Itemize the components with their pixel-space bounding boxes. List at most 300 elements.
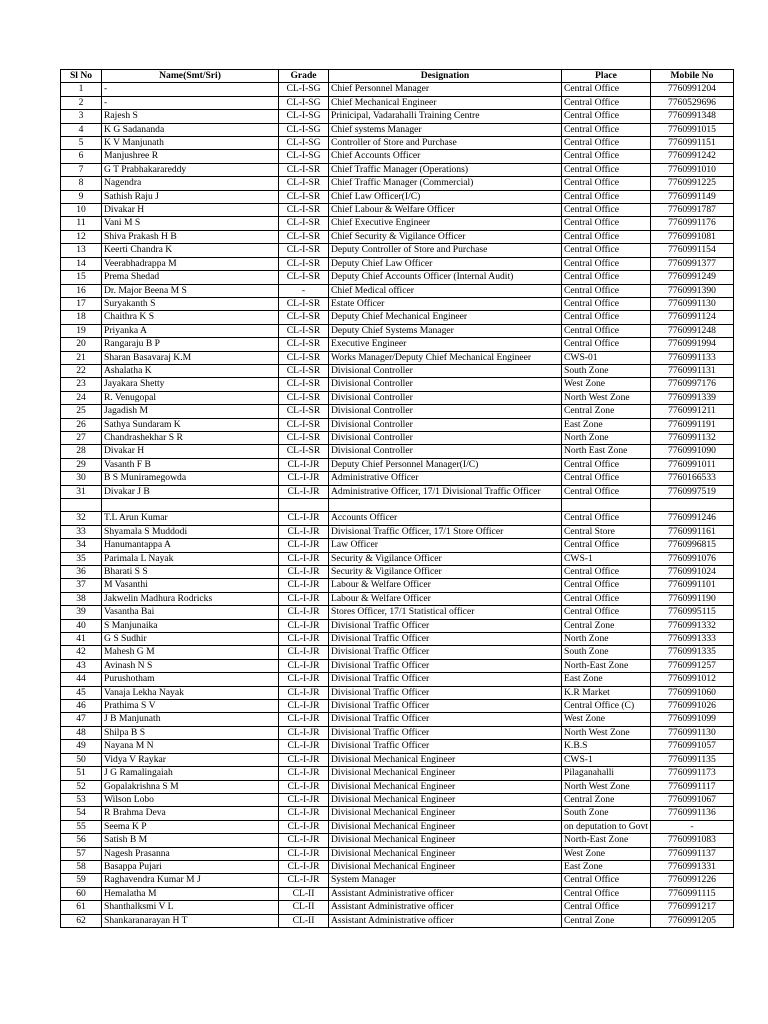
cell-mobile-no: 7760991246 <box>650 512 733 525</box>
cell-place: Central Office <box>562 177 651 190</box>
cell-name: Satish B M <box>102 834 279 847</box>
cell-grade: CL-I-JR <box>279 807 329 820</box>
cell-grade: CL-I-JR <box>279 579 329 592</box>
table-row <box>61 230 734 243</box>
cell-name: Purushotham <box>102 673 279 686</box>
cell-name: Divakar J B <box>102 485 279 498</box>
cell-mobile-no: 7760991248 <box>650 324 733 337</box>
cell-grade: CL-I-SR <box>279 431 329 444</box>
cell-place: Central Office <box>562 163 651 176</box>
cell-grade: CL-I-JR <box>279 780 329 793</box>
cell-place: Central Office <box>562 324 651 337</box>
cell-place: West Zone <box>562 713 651 726</box>
cell-mobile-no: 7760991339 <box>650 391 733 404</box>
table-row <box>61 445 734 458</box>
cell-sl-no: 37 <box>61 579 102 592</box>
cell-designation: Divisional Controller <box>329 405 562 418</box>
cell-name: B S Muniramegowda <box>102 472 279 485</box>
table-row <box>61 807 734 820</box>
cell-grade: CL-I-JR <box>279 793 329 806</box>
cell-name: Jakwelin Madhura Rodricks <box>102 592 279 605</box>
cell-name: Shilpa B S <box>102 726 279 739</box>
officers-table <box>60 69 734 928</box>
table-row <box>61 512 734 525</box>
cell-designation: Chief Accounts Officer <box>329 150 562 163</box>
cell-place: North Zone <box>562 431 651 444</box>
cell-mobile-no: 7760991205 <box>650 914 733 927</box>
cell-designation: Divisional Traffic Officer <box>329 659 562 672</box>
cell-mobile-no: 7760991390 <box>650 284 733 297</box>
table-row <box>61 190 734 203</box>
cell-designation: Chief Law Officer(I/C) <box>329 190 562 203</box>
cell-place: Central Office <box>562 485 651 498</box>
cell-place: Pilaganahalli <box>562 767 651 780</box>
cell-grade: CL-I-SR <box>279 418 329 431</box>
cell-grade: CL-I-JR <box>279 458 329 471</box>
cell-name: Jagadish M <box>102 405 279 418</box>
cell-name: Vanaja Lekha Nayak <box>102 686 279 699</box>
cell-grade: CL-I-JR <box>279 847 329 860</box>
table-row <box>61 566 734 579</box>
cell-mobile-no: 7760991137 <box>650 847 733 860</box>
cell-place: Central Office <box>562 284 651 297</box>
cell-mobile-no: 7760991011 <box>650 458 733 471</box>
table-body <box>61 83 734 928</box>
cell-mobile-no: 7760991133 <box>650 351 733 364</box>
cell-designation: Security & Vigilance Officer <box>329 552 562 565</box>
cell-name: Hanumantappa A <box>102 539 279 552</box>
table-row <box>61 592 734 605</box>
cell-name: Suryakanth S <box>102 297 279 310</box>
cell-mobile-no: 7760991010 <box>650 163 733 176</box>
table-row <box>61 753 734 766</box>
cell-mobile-no: 7760166533 <box>650 472 733 485</box>
cell-name: Raghavendra Kumar M J <box>102 874 279 887</box>
cell-place: Central Office <box>562 458 651 471</box>
cell-designation: Divisional Controller <box>329 391 562 404</box>
cell-grade: CL-I-SR <box>279 311 329 324</box>
cell-grade: CL-II <box>279 914 329 927</box>
cell-grade: CL-I-JR <box>279 552 329 565</box>
cell-place: North Zone <box>562 633 651 646</box>
table-row <box>61 217 734 230</box>
cell-sl-no: 5 <box>61 137 102 150</box>
cell-mobile-no: 7760997176 <box>650 378 733 391</box>
cell-sl-no: 53 <box>61 793 102 806</box>
cell-sl-no: 16 <box>61 284 102 297</box>
cell-sl-no: 3 <box>61 110 102 123</box>
cell-sl-no: 59 <box>61 874 102 887</box>
cell-grade: CL-I-SR <box>279 364 329 377</box>
cell-name: Parimala L Nayak <box>102 552 279 565</box>
cell-sl-no: 12 <box>61 230 102 243</box>
cell-sl-no: 19 <box>61 324 102 337</box>
cell-name: R. Venugopal <box>102 391 279 404</box>
cell-designation: Deputy Chief Law Officer <box>329 257 562 270</box>
cell-sl-no: 56 <box>61 834 102 847</box>
cell-designation: Divisional Mechanical Engineer <box>329 807 562 820</box>
cell-sl-no: 14 <box>61 257 102 270</box>
cell-mobile-no: 7760991161 <box>650 525 733 538</box>
cell-sl-no: 55 <box>61 820 102 833</box>
cell-designation: Chief Medical officer <box>329 284 562 297</box>
cell-designation: Chief Mechanical Engineer <box>329 96 562 109</box>
cell-place: Central Office <box>562 311 651 324</box>
cell-sl-no: 2 <box>61 96 102 109</box>
cell-grade: CL-I-JR <box>279 485 329 498</box>
cell-mobile-no: 7760991348 <box>650 110 733 123</box>
cell-name: Nayana M N <box>102 740 279 753</box>
cell-grade: CL-I-JR <box>279 539 329 552</box>
cell-place: Central Office <box>562 271 651 284</box>
cell-name: Hemalatha M <box>102 887 279 900</box>
table-row <box>61 150 734 163</box>
cell-grade: CL-I-JR <box>279 659 329 672</box>
cell-name: Ashalatha K <box>102 364 279 377</box>
cell-sl-no: 46 <box>61 700 102 713</box>
cell-designation: Chief Traffic Manager (Operations) <box>329 163 562 176</box>
cell-designation: Prinicipal, Vadarahalli Training Centre <box>329 110 562 123</box>
cell-designation: Divisional Controller <box>329 364 562 377</box>
blank-cell <box>329 499 562 512</box>
cell-sl-no: 11 <box>61 217 102 230</box>
cell-designation: Divisional Traffic Officer <box>329 740 562 753</box>
cell-designation: Assistant Administrative officer <box>329 887 562 900</box>
blank-cell <box>650 499 733 512</box>
table-row <box>61 887 734 900</box>
cell-grade: CL-I-JR <box>279 592 329 605</box>
cell-designation: Stores Officer, 17/1 Statistical officer <box>329 606 562 619</box>
cell-designation: Divisional Traffic Officer <box>329 700 562 713</box>
cell-name: Vidya V Raykar <box>102 753 279 766</box>
cell-place: North-East Zone <box>562 834 651 847</box>
cell-grade: CL-I-JR <box>279 673 329 686</box>
cell-sl-no: 27 <box>61 431 102 444</box>
cell-place: Central Zone <box>562 619 651 632</box>
cell-sl-no: 10 <box>61 204 102 217</box>
table-row <box>61 914 734 927</box>
cell-mobile-no: 7760991226 <box>650 874 733 887</box>
cell-grade: CL-I-SR <box>279 405 329 418</box>
cell-sl-no: 60 <box>61 887 102 900</box>
cell-name: Rangaraju B P <box>102 338 279 351</box>
cell-name: Mahesh G M <box>102 646 279 659</box>
table-row <box>61 820 734 833</box>
cell-sl-no: 45 <box>61 686 102 699</box>
cell-sl-no: 25 <box>61 405 102 418</box>
cell-mobile-no: 7760991154 <box>650 244 733 257</box>
cell-designation: Divisional Traffic Officer <box>329 673 562 686</box>
cell-place: Central Office <box>562 539 651 552</box>
cell-name: Chandrashekhar S R <box>102 431 279 444</box>
cell-sl-no: 36 <box>61 566 102 579</box>
blank-cell <box>102 499 279 512</box>
cell-grade: CL-I-SR <box>279 351 329 364</box>
table-row <box>61 338 734 351</box>
cell-name: Nagendra <box>102 177 279 190</box>
header-mobile-no: Mobile No <box>650 70 733 83</box>
table-row <box>61 860 734 873</box>
cell-name: T.L Arun Kumar <box>102 512 279 525</box>
cell-sl-no: 30 <box>61 472 102 485</box>
cell-grade: CL-I-SR <box>279 378 329 391</box>
cell-mobile-no: 7760991136 <box>650 807 733 820</box>
cell-designation: Law Officer <box>329 539 562 552</box>
cell-sl-no: 42 <box>61 646 102 659</box>
cell-sl-no: 1 <box>61 83 102 96</box>
cell-place: Central Office <box>562 901 651 914</box>
cell-sl-no: 43 <box>61 659 102 672</box>
cell-name: Sathya Sundaram K <box>102 418 279 431</box>
cell-name: Vasanth F B <box>102 458 279 471</box>
cell-designation: Divisional Traffic Officer <box>329 619 562 632</box>
table-row <box>61 137 734 150</box>
header-grade: Grade <box>279 70 329 83</box>
cell-place: Central Office (C) <box>562 700 651 713</box>
cell-designation: Executive Engineer <box>329 338 562 351</box>
cell-grade: CL-I-JR <box>279 512 329 525</box>
cell-sl-no: 62 <box>61 914 102 927</box>
cell-name: Vani M S <box>102 217 279 230</box>
cell-mobile-no: 7760991067 <box>650 793 733 806</box>
table-row <box>61 458 734 471</box>
cell-sl-no: 57 <box>61 847 102 860</box>
cell-place: Central Office <box>562 472 651 485</box>
cell-name: M Vasanthi <box>102 579 279 592</box>
cell-name: Chaithra K S <box>102 311 279 324</box>
cell-grade: CL-I-SR <box>279 297 329 310</box>
cell-mobile-no: 7760991131 <box>650 364 733 377</box>
cell-designation: Divisional Mechanical Engineer <box>329 820 562 833</box>
cell-sl-no: 13 <box>61 244 102 257</box>
cell-name: Dr. Major Beena M S <box>102 284 279 297</box>
cell-name: Divakar H <box>102 204 279 217</box>
cell-name: Avinash N S <box>102 659 279 672</box>
cell-sl-no: 38 <box>61 592 102 605</box>
cell-name: J G Ramalingaiah <box>102 767 279 780</box>
cell-mobile-no: 7760991149 <box>650 190 733 203</box>
cell-sl-no: 15 <box>61 271 102 284</box>
cell-place: Central Zone <box>562 405 651 418</box>
cell-sl-no: 29 <box>61 458 102 471</box>
cell-mobile-no: 7760991101 <box>650 579 733 592</box>
cell-sl-no: 21 <box>61 351 102 364</box>
cell-grade: CL-I-JR <box>279 633 329 646</box>
cell-mobile-no: 7760991217 <box>650 901 733 914</box>
table-row <box>61 83 734 96</box>
cell-mobile-no: 7760991994 <box>650 338 733 351</box>
cell-place: Central Office <box>562 110 651 123</box>
cell-grade: CL-II <box>279 887 329 900</box>
cell-grade: CL-I-JR <box>279 472 329 485</box>
cell-name: Shanthalksmi V L <box>102 901 279 914</box>
cell-designation: Estate Officer <box>329 297 562 310</box>
cell-place: CWS-01 <box>562 351 651 364</box>
cell-grade: CL-I-JR <box>279 566 329 579</box>
cell-place: North West Zone <box>562 780 651 793</box>
table-row <box>61 619 734 632</box>
cell-sl-no: 32 <box>61 512 102 525</box>
table-row <box>61 646 734 659</box>
cell-grade: CL-I-SG <box>279 150 329 163</box>
cell-mobile-no: 7760991257 <box>650 659 733 672</box>
cell-mobile-no: 7760995115 <box>650 606 733 619</box>
cell-place: K.B.S <box>562 740 651 753</box>
cell-grade: CL-I-JR <box>279 686 329 699</box>
cell-sl-no: 33 <box>61 525 102 538</box>
cell-place: Central Office <box>562 83 651 96</box>
cell-designation: Divisional Controller <box>329 378 562 391</box>
cell-grade: CL-I-SR <box>279 230 329 243</box>
cell-designation: Controller of Store and Purchase <box>329 137 562 150</box>
cell-place: Central Office <box>562 874 651 887</box>
cell-sl-no: 6 <box>61 150 102 163</box>
blank-cell <box>279 499 329 512</box>
cell-place: South Zone <box>562 646 651 659</box>
cell-place: Central Office <box>562 579 651 592</box>
cell-mobile-no: 7760991335 <box>650 646 733 659</box>
cell-mobile-no: 7760991331 <box>650 860 733 873</box>
cell-name: - <box>102 83 279 96</box>
cell-grade: CL-I-SR <box>279 204 329 217</box>
cell-name: G S Sudhir <box>102 633 279 646</box>
cell-place: Central Office <box>562 512 651 525</box>
table-row <box>61 311 734 324</box>
cell-mobile-no: 7760991173 <box>650 767 733 780</box>
cell-place: Central Store <box>562 525 651 538</box>
table-row <box>61 834 734 847</box>
cell-sl-no: 20 <box>61 338 102 351</box>
cell-designation: Chief systems Manager <box>329 123 562 136</box>
cell-sl-no: 48 <box>61 726 102 739</box>
table-row <box>61 713 734 726</box>
cell-sl-no: 28 <box>61 445 102 458</box>
cell-sl-no: 49 <box>61 740 102 753</box>
header-sl-no: Sl No <box>61 70 102 83</box>
blank-row <box>61 499 734 512</box>
table-row <box>61 633 734 646</box>
cell-sl-no: 41 <box>61 633 102 646</box>
cell-designation: Labour & Welfare Officer <box>329 592 562 605</box>
cell-designation: Divisional Traffic Officer <box>329 686 562 699</box>
cell-mobile-no: 7760991081 <box>650 230 733 243</box>
cell-place: South Zone <box>562 364 651 377</box>
cell-mobile-no: 7760991377 <box>650 257 733 270</box>
cell-mobile-no: 7760991115 <box>650 887 733 900</box>
cell-mobile-no: 7760996815 <box>650 539 733 552</box>
cell-mobile-no: 7760991060 <box>650 686 733 699</box>
cell-name: Bharati S S <box>102 566 279 579</box>
cell-name: Sharan Basavaraj K.M <box>102 351 279 364</box>
cell-place: East Zone <box>562 673 651 686</box>
table-row <box>61 874 734 887</box>
table-row <box>61 110 734 123</box>
cell-name: Vasantha Bai <box>102 606 279 619</box>
cell-place: Central Office <box>562 592 651 605</box>
cell-place: Central Zone <box>562 914 651 927</box>
table-row <box>61 606 734 619</box>
cell-grade: CL-I-JR <box>279 646 329 659</box>
cell-place: Central Office <box>562 190 651 203</box>
table-row <box>61 740 734 753</box>
cell-mobile-no: 7760997519 <box>650 485 733 498</box>
cell-place: Central Office <box>562 244 651 257</box>
table-row <box>61 96 734 109</box>
header-designation: Designation <box>329 70 562 83</box>
cell-sl-no: 39 <box>61 606 102 619</box>
cell-name: Gopalakrishna S M <box>102 780 279 793</box>
cell-grade: CL-I-SG <box>279 96 329 109</box>
table-row <box>61 659 734 672</box>
cell-sl-no: 35 <box>61 552 102 565</box>
cell-name: R Brahma Deva <box>102 807 279 820</box>
cell-mobile-no: 7760991135 <box>650 753 733 766</box>
cell-mobile-no: 7760991130 <box>650 297 733 310</box>
cell-name: Rajesh S <box>102 110 279 123</box>
cell-grade: CL-I-SG <box>279 110 329 123</box>
cell-sl-no: 31 <box>61 485 102 498</box>
table-row <box>61 163 734 176</box>
cell-grade: CL-I-JR <box>279 767 329 780</box>
cell-name: K V Manjunath <box>102 137 279 150</box>
cell-sl-no: 17 <box>61 297 102 310</box>
table-row <box>61 284 734 297</box>
table-row <box>61 405 734 418</box>
cell-name: Sathish Raju J <box>102 190 279 203</box>
cell-name: Prema Shedad <box>102 271 279 284</box>
table-row <box>61 686 734 699</box>
table-row <box>61 204 734 217</box>
cell-designation: Deputy Chief Accounts Officer (Internal Audit) <box>329 271 562 284</box>
table-row <box>61 700 734 713</box>
header-row <box>61 70 734 83</box>
cell-grade: CL-I-JR <box>279 726 329 739</box>
cell-name: G T Prabhakarareddy <box>102 163 279 176</box>
cell-name: Shyamala S Muddodi <box>102 525 279 538</box>
cell-sl-no: 23 <box>61 378 102 391</box>
table-row <box>61 539 734 552</box>
table-row <box>61 391 734 404</box>
cell-designation: Works Manager/Deputy Chief Mechanical Engineer <box>329 351 562 364</box>
cell-name: Veerabhadrappa M <box>102 257 279 270</box>
cell-grade: CL-I-SR <box>279 217 329 230</box>
table-row <box>61 901 734 914</box>
cell-sl-no: 34 <box>61 539 102 552</box>
cell-grade: CL-I-SR <box>279 190 329 203</box>
cell-place: Central Office <box>562 123 651 136</box>
cell-grade: CL-I-SR <box>279 244 329 257</box>
cell-mobile-no: 7760991211 <box>650 405 733 418</box>
cell-sl-no: 7 <box>61 163 102 176</box>
table-row <box>61 579 734 592</box>
header-name: Name(Smt/Sri) <box>102 70 279 83</box>
table-row <box>61 552 734 565</box>
cell-designation: Divisional Traffic Officer <box>329 713 562 726</box>
cell-grade: CL-I-JR <box>279 606 329 619</box>
cell-mobile-no: 7760991190 <box>650 592 733 605</box>
cell-place: K.R Market <box>562 686 651 699</box>
cell-grade: CL-I-JR <box>279 860 329 873</box>
cell-grade: CL-I-JR <box>279 713 329 726</box>
cell-designation: Divisional Mechanical Engineer <box>329 834 562 847</box>
table-row <box>61 525 734 538</box>
cell-sl-no: 24 <box>61 391 102 404</box>
table-row <box>61 177 734 190</box>
cell-name: Shankaranarayan H T <box>102 914 279 927</box>
cell-designation: Divisional Traffic Officer <box>329 633 562 646</box>
cell-grade: CL-I-SR <box>279 163 329 176</box>
table-row <box>61 431 734 444</box>
